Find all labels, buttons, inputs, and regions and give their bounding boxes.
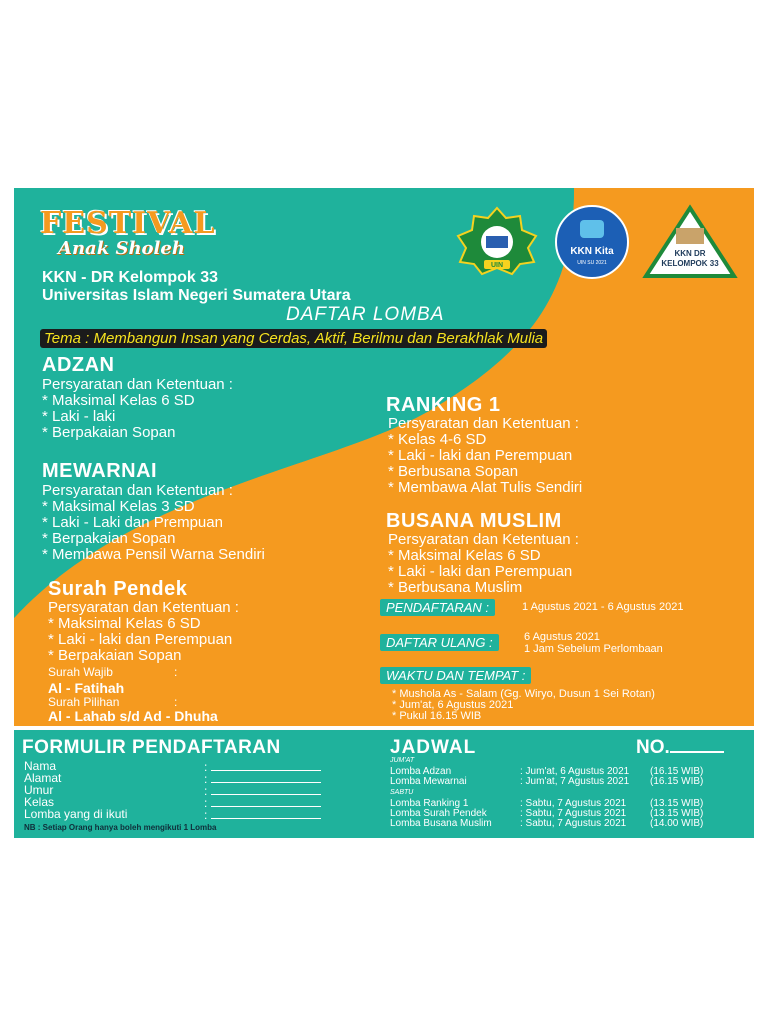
jadwal-row-date: : Sabtu, 7 Agustus 2021 — [520, 798, 627, 809]
formulir-field-label: Alamat — [24, 771, 62, 785]
tema-banner: Tema : Membangun Insan yang Cerdas, Aktif, Berilmu dan Berakhlak Mulia — [40, 329, 547, 348]
festival-subtitle: Anak Sholeh — [58, 238, 185, 259]
lomba-surah-item: * Berpakaian Sopan — [48, 647, 182, 664]
lomba-ranking-item: * Membawa Alat Tulis Sendiri — [388, 479, 583, 496]
formulir-field-blank[interactable]: : — [204, 795, 321, 810]
lomba-surah-item: * Laki - laki dan Perempuan — [48, 631, 233, 648]
lomba-ranking-item: * Kelas 4-6 SD — [388, 431, 487, 448]
pendaftaran-value: 1 Agustus 2021 - 6 Agustus 2021 — [522, 601, 684, 613]
formulir-note: NB : Setiap Orang hanya boleh mengikuti 1 Lomba — [24, 823, 217, 832]
formulir-field-blank[interactable]: : — [204, 759, 321, 774]
daftar-ulang-label: DAFTAR ULANG : — [380, 634, 499, 651]
festival-title: FESTIVAL — [40, 206, 216, 241]
waktu-item: * Pukul 16.15 WIB — [392, 710, 482, 722]
lomba-adzan-item: * Laki - laki — [42, 408, 116, 425]
jadwal-row-time: (13.15 WIB) — [650, 808, 704, 819]
pendaftaran-label: PENDAFTARAN : — [380, 599, 495, 616]
lomba-mewarnai-intro: Persyaratan dan Ketentuan : — [42, 482, 233, 499]
lomba-mewarnai-item: * Laki - Laki dan Prempuan — [42, 514, 223, 531]
lomba-ranking-item: * Berbusana Sopan — [388, 463, 519, 480]
jadwal-day: SABTU — [390, 789, 414, 796]
lomba-surah-item: * Maksimal Kelas 6 SD — [48, 615, 201, 632]
surah-wajib-label: Surah Wajib — [48, 665, 113, 679]
jadwal-row-name: Lomba Busana Muslim — [390, 818, 492, 829]
lomba-busana-item: * Laki - laki dan Perempuan — [388, 563, 573, 580]
jadwal-row-time: (14.00 WIB) — [650, 818, 704, 829]
formulir-field-blank[interactable]: : — [204, 807, 321, 822]
surah-wajib-value: Al - Fatihah — [48, 680, 125, 696]
svg-text:UIN: UIN — [490, 262, 504, 269]
lomba-adzan-item: * Maksimal Kelas 6 SD — [42, 392, 195, 409]
jadwal-row-time: (13.15 WIB) — [650, 798, 704, 809]
jadwal-row-name: Lomba Adzan — [390, 766, 452, 777]
lomba-mewarnai-item: * Maksimal Kelas 3 SD — [42, 498, 195, 515]
surah-wajib-colon: : — [174, 665, 178, 679]
surah-pilihan-label: Surah Pilihan — [48, 695, 120, 709]
svg-text:KELOMPOK 33: KELOMPOK 33 — [661, 259, 719, 268]
org-line1: KKN - DR Kelompok 33 — [42, 269, 219, 286]
jadwal-row-name: Lomba Mewarnai — [390, 776, 467, 787]
lomba-ranking-title: RANKING 1 — [386, 394, 501, 416]
lomba-busana-title: BUSANA MUSLIM — [386, 510, 562, 532]
poster — [14, 188, 754, 838]
org-line2: Universitas Islam Negeri Sumatera Utara — [42, 287, 351, 304]
jadwal-title: JADWAL — [390, 737, 477, 758]
daftar-ulang-time: 1 Jam Sebelum Perlombaan — [524, 643, 663, 655]
surah-pilihan-value: Al - Lahab s/d Ad - Dhuha — [48, 708, 218, 724]
uin-logo-icon — [454, 206, 540, 276]
lomba-mewarnai-title: MEWARNAI — [42, 460, 158, 482]
lomba-busana-item: * Berbusana Muslim — [388, 579, 523, 596]
svg-text:KKN DR: KKN DR — [674, 249, 706, 258]
lomba-ranking-item: * Laki - laki dan Perempuan — [388, 447, 573, 464]
jadwal-row-date: : Sabtu, 7 Agustus 2021 — [520, 808, 627, 819]
daftar-ulang-date: 6 Agustus 2021 — [524, 631, 600, 643]
lomba-ranking-intro: Persyaratan dan Ketentuan : — [388, 415, 579, 432]
daftar-lomba: DAFTAR LOMBA — [286, 304, 445, 325]
formulir-field-blank[interactable]: : — [204, 771, 321, 786]
waktu-tempat-label: WAKTU DAN TEMPAT : — [380, 667, 531, 684]
kkn-kita-logo-icon — [554, 204, 630, 280]
lomba-adzan-title: ADZAN — [42, 354, 115, 376]
jadwal-row-name: Lomba Ranking 1 — [390, 798, 469, 809]
waktu-item: * Jum'at, 6 Agustus 2021 — [392, 699, 514, 711]
no-label: NO. — [636, 737, 724, 759]
formulir-field-blank[interactable]: : — [204, 783, 321, 798]
lomba-busana-item: * Maksimal Kelas 6 SD — [388, 547, 541, 564]
jadwal-row-name: Lomba Surah Pendek — [390, 808, 487, 819]
lomba-adzan-item: * Berpakaian Sopan — [42, 424, 176, 441]
formulir-field-label: Lomba yang di ikuti — [24, 807, 128, 821]
kelompok-logo-icon — [642, 204, 738, 280]
jadwal-row-date: : Sabtu, 7 Agustus 2021 — [520, 818, 627, 829]
formulir-field-label: Nama — [24, 759, 57, 773]
lomba-busana-intro: Persyaratan dan Ketentuan : — [388, 531, 579, 548]
svg-text:KKN Kita: KKN Kita — [570, 246, 614, 257]
lomba-mewarnai-item: * Membawa Pensil Warna Sendiri — [42, 546, 265, 563]
lomba-mewarnai-item: * Berpakaian Sopan — [42, 530, 176, 547]
jadwal-row-time: (16.15 WIB) — [650, 766, 704, 777]
jadwal-row-date: : Jum'at, 7 Agustus 2021 — [520, 776, 630, 787]
lomba-surah-intro: Persyaratan dan Ketentuan : — [48, 599, 239, 616]
formulir-field-label: Kelas — [24, 795, 55, 809]
lomba-adzan-intro: Persyaratan dan Ketentuan : — [42, 376, 233, 393]
formulir-field-label: Umur — [24, 783, 54, 797]
surah-pilihan-colon: : — [174, 695, 178, 709]
jadwal-day: JUM'AT — [390, 757, 415, 764]
jadwal-row-time: (16.15 WIB) — [650, 776, 704, 787]
jadwal-row-date: : Jum'at, 6 Agustus 2021 — [520, 766, 630, 777]
svg-text:UIN SU 2021: UIN SU 2021 — [577, 260, 607, 266]
lomba-surah-title: Surah Pendek — [48, 578, 188, 600]
formulir-title: FORMULIR PENDAFTARAN — [22, 737, 281, 758]
waktu-item: * Mushola As - Salam (Gg. Wiryo, Dusun 1 Sei Rotan) — [392, 688, 655, 700]
